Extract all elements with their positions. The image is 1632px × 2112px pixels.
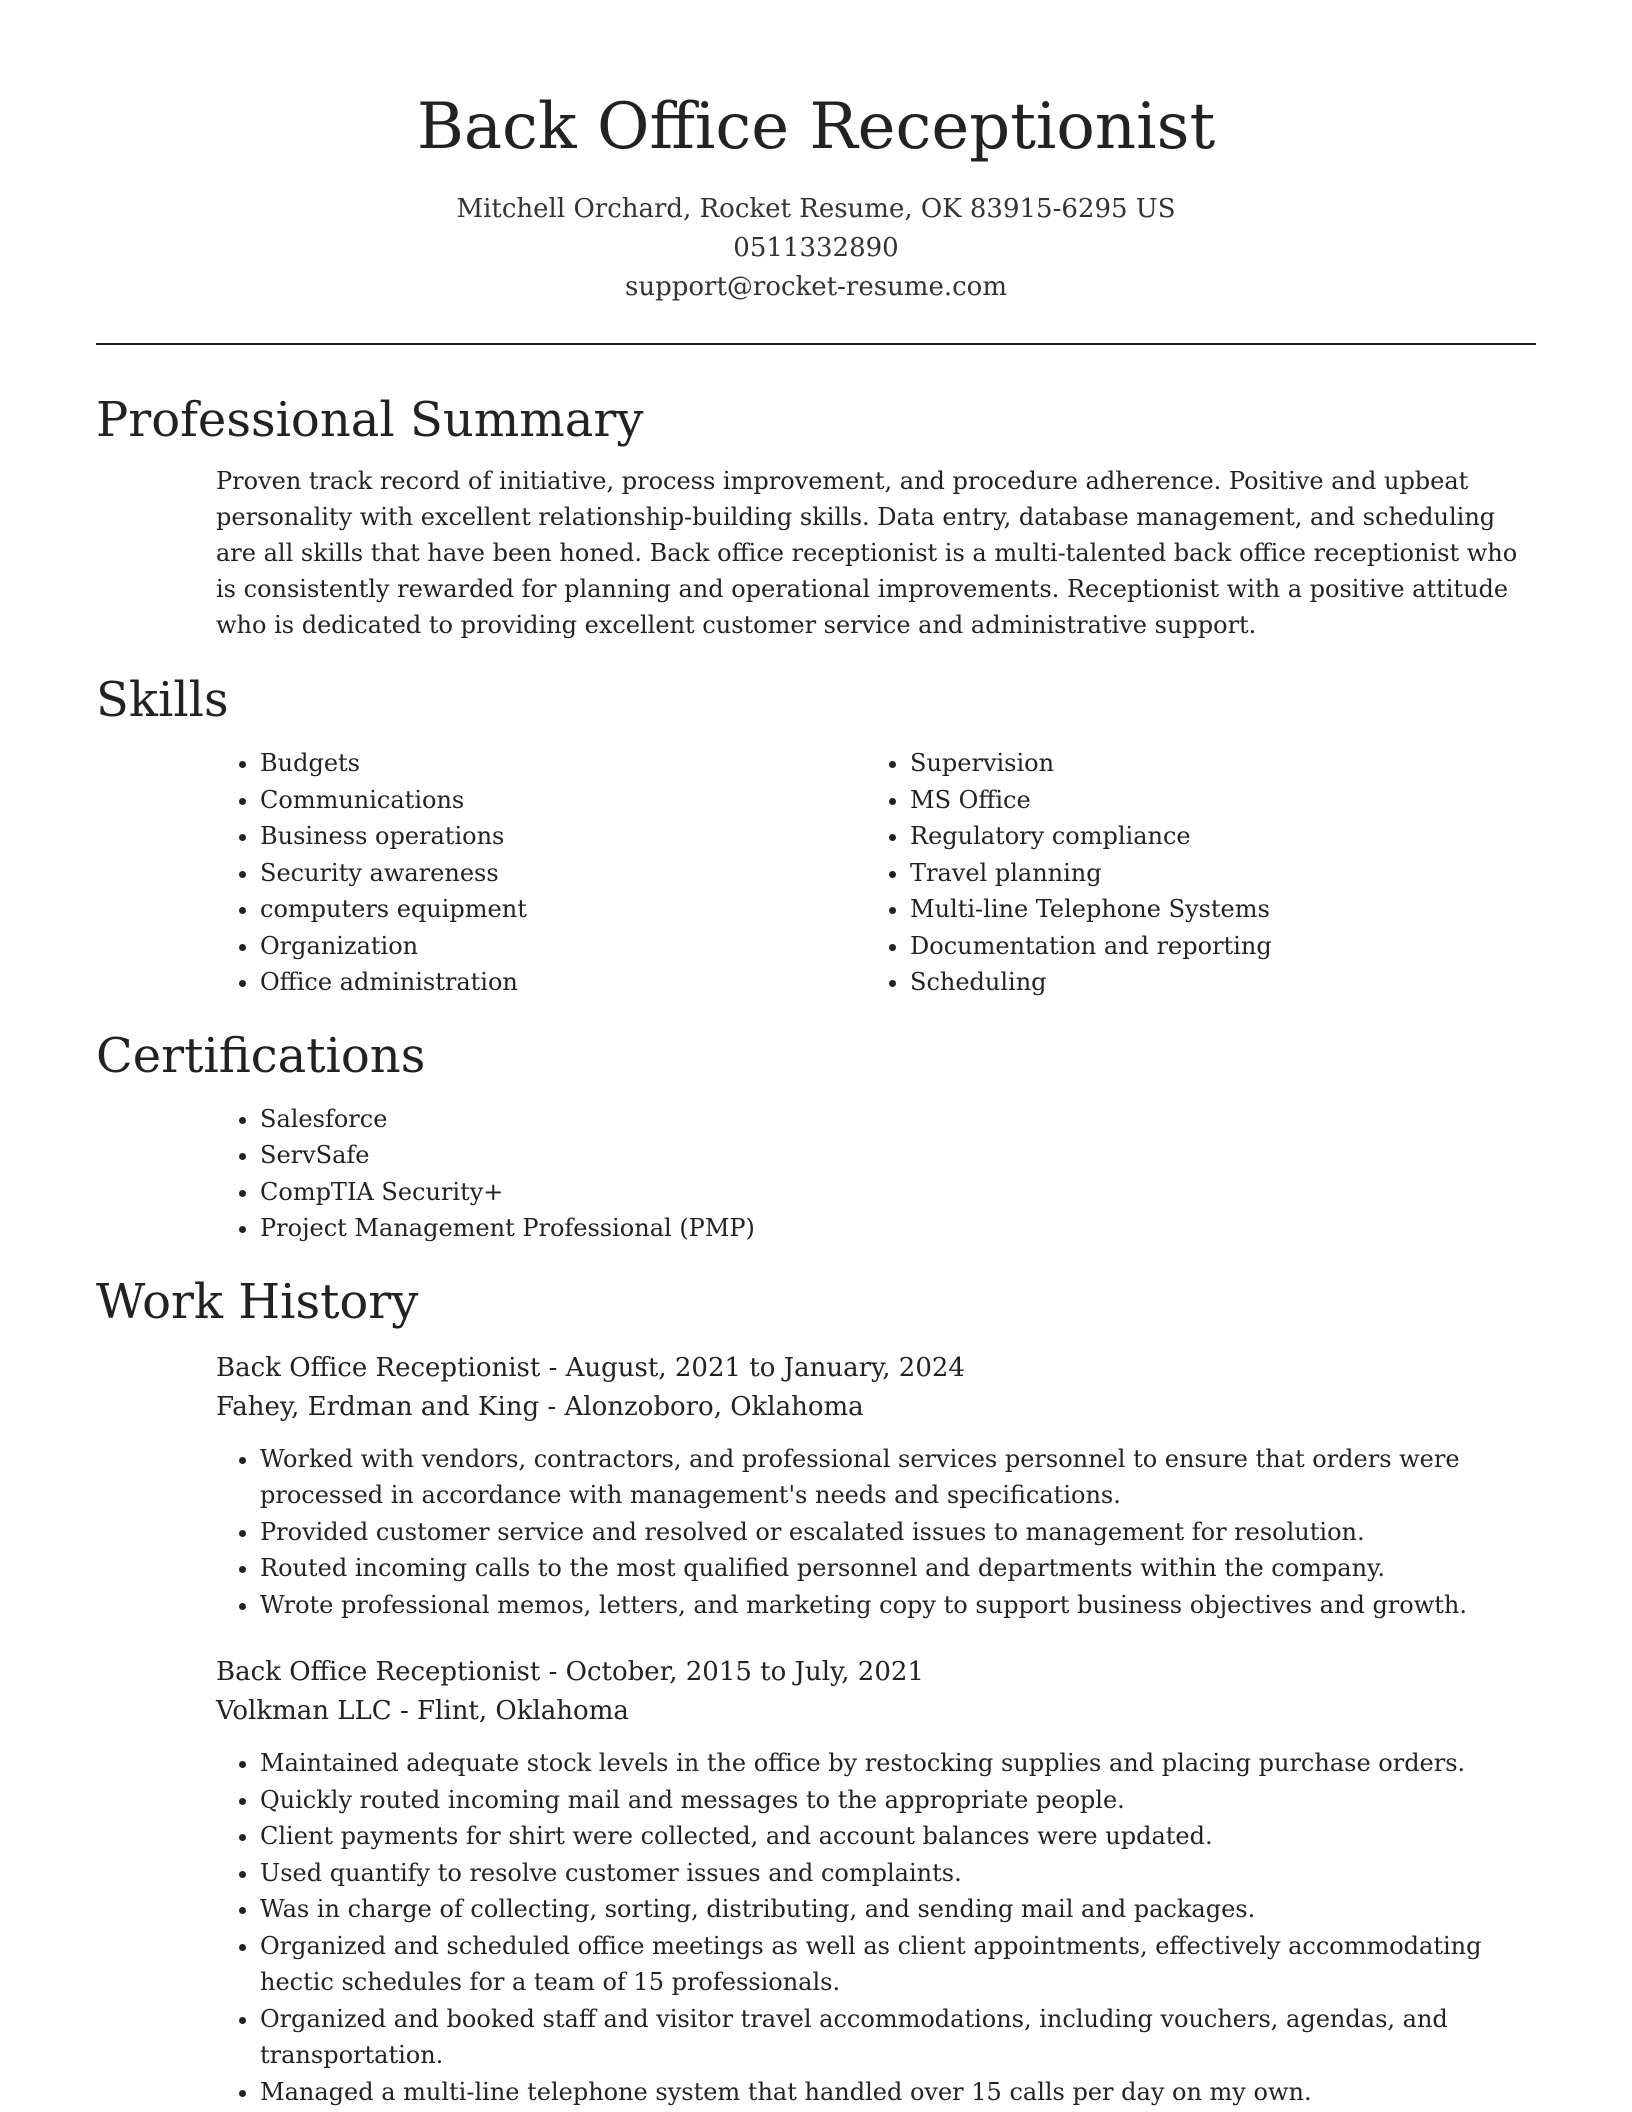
job-duty-item: • Provided customer service and resolved or escalated issues to management for resolution. (260, 1514, 1536, 1551)
job-duty-item: • Client payments for shirt were collected, and account balances were updated. (260, 1818, 1536, 1855)
job-duty-item: • Routed incoming calls to the most qualified personnel and departments within the company. (260, 1550, 1536, 1587)
skill-item: • Business operations (260, 818, 866, 855)
job-entry (216, 1653, 1536, 2110)
job-duty-item: • Organized and scheduled office meetings as well as client appointments, effectively accommodating hectic schedules for a team of 15 professionals. (260, 1928, 1536, 2001)
job-duty-item: • Maintained adequate stock levels in the office by restocking supplies and placing purchase orders. (260, 1745, 1536, 1782)
skill-item: • Travel planning (910, 855, 1516, 892)
skill-item: • Regulatory compliance (910, 818, 1516, 855)
header-divider (96, 343, 1536, 345)
job-duty-item: • Organized and booked staff and visitor travel accommodations, including vouchers, agendas, and transportation. (260, 2001, 1536, 2074)
job-company-location: Fahey, Erdman and King - Alonzoboro, Oklahoma (216, 1391, 864, 1422)
candidate-name: Back Office Receptionist (416, 90, 1216, 164)
job-duties (216, 1441, 1536, 1624)
skill-item: • Communications (260, 782, 866, 819)
skill-item: • Office administration (260, 964, 866, 1001)
certifications-list (216, 1101, 1536, 1247)
skill-item: • Security awareness (260, 855, 866, 892)
resume-header (96, 0, 1536, 307)
skills-list (216, 745, 1536, 1001)
certification-item: • Salesforce (260, 1101, 1536, 1138)
skill-item: • Budgets (260, 745, 866, 782)
contact-info (96, 190, 1536, 307)
contact-address: Mitchell Orchard, Rocket Resume, OK 83915-6295 US (456, 194, 1176, 224)
job-duty-item: • Wrote professional memos, letters, and marketing copy to support business objectives and growth. (260, 1587, 1536, 1624)
resume-page (96, 0, 1536, 2110)
job-duty-item: • Used quantify to resolve customer issues and complaints. (260, 1855, 1536, 1892)
skill-item: • Documentation and reporting (910, 928, 1516, 965)
skills-column-left (216, 745, 866, 1001)
work-history-heading: Work History (96, 1273, 419, 1330)
certification-item: • Project Management Professional (PMP) (260, 1210, 1536, 1247)
skill-item: • Supervision (910, 745, 1516, 782)
job-duty-item: • Worked with vendors, contractors, and professional services personnel to ensure that orders were processed in accordance with management's needs and specifications. (260, 1441, 1536, 1514)
certification-item: • ServSafe (260, 1137, 1536, 1174)
skill-item: • computers equipment (260, 891, 866, 928)
contact-email: support@rocket-resume.com (624, 272, 1007, 302)
summary-heading: Professional Summary (96, 392, 644, 448)
skill-item: • Multi-line Telephone Systems (910, 891, 1516, 928)
job-title-dates: Back Office Receptionist - October, 2015 to July, 2021 (216, 1657, 924, 1687)
job-duty-item: • Was in charge of collecting, sorting, distributing, and sending mail and packages. (260, 1891, 1536, 1928)
job-duty-item: • Managed a multi-line telephone system that handled over 15 calls per day on my own. (260, 2074, 1536, 2111)
contact-phone: 0511332890 (733, 233, 899, 263)
certification-item: • CompTIA Security+ (260, 1174, 1536, 1211)
job-entry (216, 1349, 1536, 1624)
job-title-dates: Back Office Receptionist - August, 2021 to January, 2024 (216, 1352, 965, 1383)
skills-heading: Skills (96, 672, 229, 728)
job-duties (216, 1745, 1536, 2110)
job-duty-item: • Quickly routed incoming mail and messages to the appropriate people. (260, 1782, 1536, 1819)
certifications-heading: Certifications (96, 1027, 426, 1084)
skills-column-right (866, 745, 1516, 1001)
job-company-location: Volkman LLC - Flint, Oklahoma (216, 1696, 629, 1726)
summary-text: Proven track record of initiative, process improvement, and procedure adherence. Positive and upbeat personality with excellent relationship-building skills. Data entry, database management, and scheduling are all skills that have been honed. Back office receptionist is a multi-talented back office receptionist who is consistently rewarded for planning and operational improvements. Receptionist with a positive attitude who is dedicated to providing excellent customer service and administrative support. (216, 467, 1518, 639)
skill-item: • MS Office (910, 782, 1516, 819)
skill-item: • Organization (260, 928, 866, 965)
skill-item: • Scheduling (910, 964, 1516, 1001)
